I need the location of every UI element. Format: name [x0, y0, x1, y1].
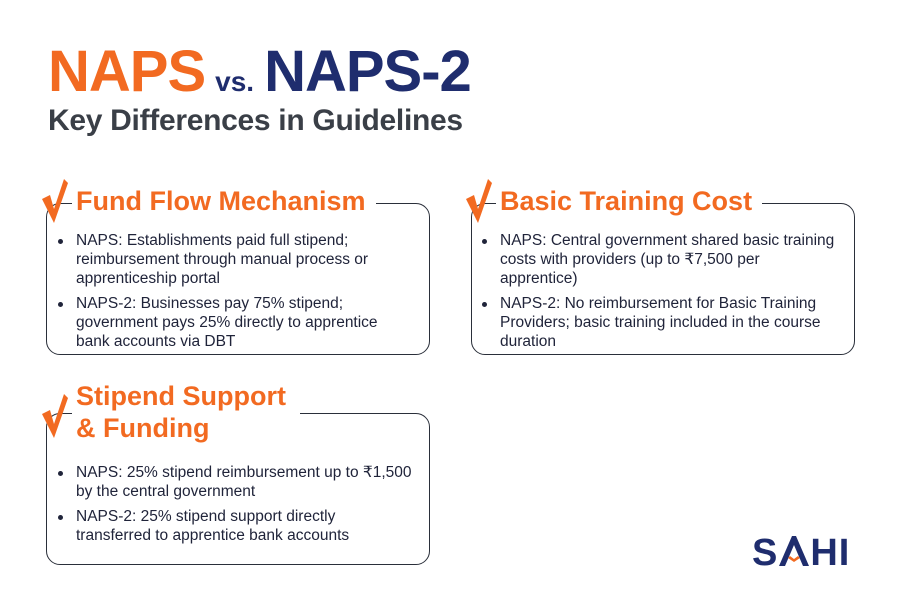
logo-a-icon [779, 533, 809, 563]
logo-text-left: S [752, 532, 779, 574]
list-item: NAPS-2: No reimbursement for Basic Training Providers; basic training included in the course duration [478, 295, 840, 352]
page-subtitle: Key Differences in Guidelines [48, 104, 463, 137]
list-item: NAPS-2: Businesses pay 75% stipend; government pays 25% directly to apprentice bank accounts via DBT [54, 295, 414, 352]
title-naps: NAPS [48, 39, 206, 104]
stipend-support-list [54, 464, 414, 552]
check-icon [40, 179, 70, 223]
card-title-line-1: Stipend Support [76, 381, 286, 411]
card-title-basic-training: Basic Training Cost [496, 186, 762, 218]
list-item: NAPS: 25% stipend reimbursement up to ₹1,500 by the central government [54, 464, 414, 502]
card-title-stipend-support [72, 381, 300, 445]
page-title [48, 38, 471, 105]
card-title-line-2: & Funding [76, 412, 210, 443]
title-vs: vs. [215, 66, 255, 97]
sahi-logo [752, 532, 850, 575]
logo-text-right: HI [810, 532, 851, 574]
basic-training-list [478, 232, 840, 357]
card-title-fund-flow: Fund Flow Mechanism [72, 186, 376, 218]
title-naps2: NAPS-2 [264, 39, 471, 104]
list-item: NAPS-2: 25% stipend support directly transferred to apprentice bank accounts [54, 508, 414, 546]
list-item: NAPS: Establishments paid full stipend; reimbursement through manual process or apprenticeship portal [54, 232, 414, 289]
fund-flow-list [54, 232, 414, 357]
list-item: NAPS: Central government shared basic training costs with providers (up to ₹7,500 per apprentice) [478, 232, 840, 289]
check-icon [40, 394, 70, 438]
check-icon [464, 179, 494, 223]
